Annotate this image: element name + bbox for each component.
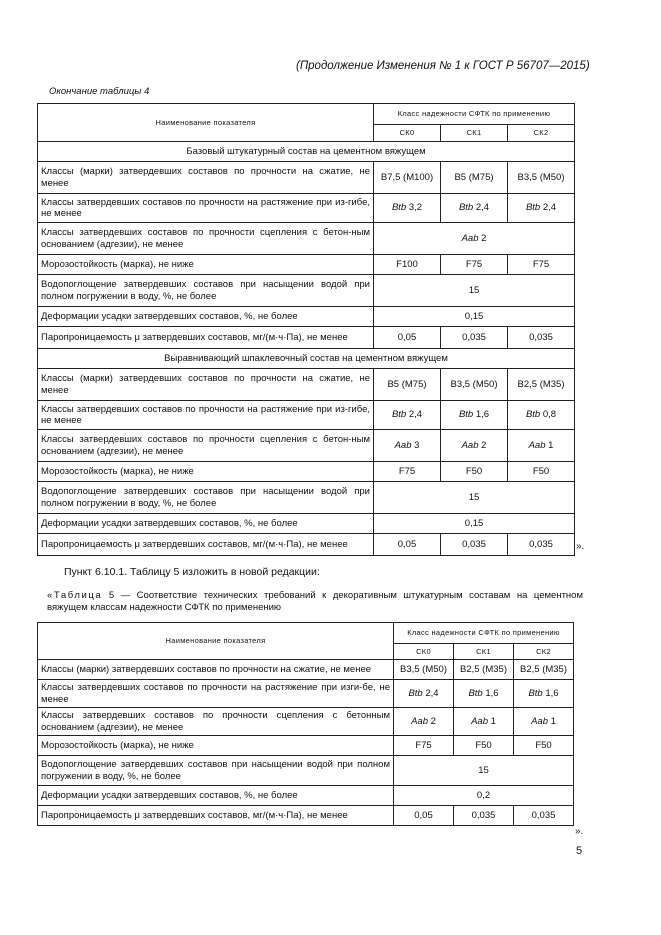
table-row [38,806,574,826]
row-value: Вtb 2,4 [508,194,575,223]
row-value: Вtb 3,2 [374,194,441,223]
row-name: Водопоглощение затвердевших составов при насыщении водой при полном погружении в воду, %, не более [38,482,374,514]
row-value: F50 [441,462,508,482]
table5-caption-prefix: «Таблица [47,590,103,601]
table-row [38,430,575,462]
row-value: В5 (М75) [374,369,441,401]
row-name: Классы затвердевших составов по прочности сцепления с бетон-ным основанием (адгезии), не менее [38,223,374,255]
table-row [38,369,575,401]
column-header-name: Наименование показателя [38,104,374,142]
table-4 [37,103,575,556]
table-row [38,223,575,255]
row-value-merged: 15 [394,756,574,786]
row-name: Водопоглощение затвердевших составов при насыщении водой при полном погружении в воду, %, не более [38,756,394,786]
row-name: Классы затвердевших составов по прочности сцепления с бетонным основанием (адгезии), не менее [38,708,394,736]
table-row [38,756,574,786]
page-number: 5 [576,845,583,857]
row-value-merged: Аab 2 [374,223,575,255]
row-value: Аab 2 [394,708,454,736]
row-value: Аab 1 [514,708,574,736]
row-name: Классы затвердевших составов по прочности на растяжение при изги-бе, не менее [38,680,394,708]
row-value-merged: 0,2 [394,786,574,806]
section-row [38,142,575,162]
column-header-class: СК1 [441,125,508,142]
row-name: Паропроницаемость μ затвердевших составов, мг/(м·ч·Па), не менее [38,327,374,349]
row-value: 0,035 [508,327,575,349]
table5-closing: ». [575,826,584,837]
row-name: Морозостойкость (марка), не ниже [38,736,394,756]
paragraph-amendment: Пункт 6.10.1. Таблицу 5 изложить в новой редакции: [64,566,320,578]
table4-closing: ». [576,541,585,552]
row-value: F100 [374,255,441,275]
row-name: Классы затвердевших составов по прочности на растяжение при из-гибе, не менее [38,194,374,223]
table-row [38,482,575,514]
row-value: 0,035 [441,534,508,556]
row-value: В5 (М75) [441,162,508,194]
table-row [38,162,575,194]
row-value: В7,5 (М100) [374,162,441,194]
row-value: Вtb 1,6 [454,680,514,708]
section-title: Базовый штукатурный состав на цементном вяжущем [38,142,575,162]
row-value-merged: 15 [374,275,575,307]
table-row [38,680,574,708]
row-name: Классы затвердевших составов по прочности сцепления с бетон-ным основанием (адгезии), не менее [38,430,374,462]
row-value: Вtb 2,4 [394,680,454,708]
row-value: Вtb 0,8 [508,401,575,430]
row-name: Классы (марки) затвердевших составов по прочности на сжатие, не менее [38,369,374,401]
row-value: F75 [374,462,441,482]
row-value: В2,5 (М35) [454,660,514,680]
table-row [38,307,575,327]
table-row [38,401,575,430]
row-value: Вtb 1,6 [514,680,574,708]
row-name: Морозостойкость (марка), не ниже [38,255,374,275]
row-value: 0,05 [374,327,441,349]
row-value: F75 [441,255,508,275]
row-name: Паропроницаемость μ затвердевших составов, мг/(м·ч·Па), не менее [38,534,374,556]
row-name: Водопоглощение затвердевших составов при насыщении водой при полном погружении в воду, %, не более [38,275,374,307]
column-header-class: СК0 [394,644,454,660]
table5-caption [47,590,583,614]
row-value: F50 [508,462,575,482]
row-value: 0,035 [441,327,508,349]
row-value: F50 [454,736,514,756]
table4-caption: Окончание таблицы 4 [49,86,150,97]
row-value: Вtb 1,6 [441,401,508,430]
column-header-class: СК0 [374,125,441,142]
table-row [38,255,575,275]
table-row [38,275,575,307]
section-title: Выравнивающий шпаклевочный состав на цементном вяжущем [38,349,575,369]
row-name: Деформации усадки затвердевших составов, %, не более [38,786,394,806]
row-name: Классы затвердевших составов по прочности на растяжение при из-гибе, не менее [38,401,374,430]
column-header-class: СК2 [514,644,574,660]
row-value: Вtb 2,4 [374,401,441,430]
row-value: В2,5 (М35) [508,369,575,401]
section-row [38,349,575,369]
column-header-class: СК2 [508,125,575,142]
row-value: Аab 3 [374,430,441,462]
table-row [38,327,575,349]
row-value: Вtb 2,4 [441,194,508,223]
row-value: 0,05 [394,806,454,826]
row-name: Деформации усадки затвердевших составов, %, не более [38,514,374,534]
row-value: F75 [394,736,454,756]
row-name: Паропроницаемость μ затвердевших составов, мг/(м·ч·Па), не менее [38,806,394,826]
row-name: Классы (марки) затвердевших составов по прочности на сжатие, не менее [38,162,374,194]
table-row [38,534,575,556]
column-header-name: Наименование показателя [38,623,394,660]
row-value-merged: 0,15 [374,514,575,534]
column-header-group: Класс надежности СФТК по применению [374,104,575,125]
table-row [38,786,574,806]
table-5 [37,622,574,826]
row-value: Аab 1 [508,430,575,462]
table-row [38,736,574,756]
row-name: Морозостойкость (марка), не ниже [38,462,374,482]
row-name: Деформации усадки затвердевших составов, %, не более [38,307,374,327]
row-value: 0,035 [454,806,514,826]
row-value-merged: 15 [374,482,575,514]
row-value: 0,035 [508,534,575,556]
row-value: 0,035 [514,806,574,826]
row-value: Аab 2 [441,430,508,462]
table-row [38,462,575,482]
row-value: В2,5 (М35) [514,660,574,680]
row-value: Аab 1 [454,708,514,736]
row-value: В3,5 (М50) [508,162,575,194]
document-header: (Продолжение Изменения № 1 к ГОСТ Р 56707—2015) [296,60,590,72]
table-row [38,660,574,680]
table-row [38,708,574,736]
row-value: 0,05 [374,534,441,556]
row-name: Классы (марки) затвердевших составов по прочности на сжатие, не менее [38,660,394,680]
row-value: В3,5 (М50) [394,660,454,680]
row-value-merged: 0,15 [374,307,575,327]
row-value: F50 [514,736,574,756]
table-row [38,514,575,534]
row-value: В3,5 (М50) [441,369,508,401]
table-row [38,194,575,223]
column-header-group: Класс надежности СФТК по применению [394,623,574,644]
table5-caption-text: 5 — Соответствие технических требований к декоративным штукатурным составам на цементном вяжущем классам надежности СФТК по применению [47,590,583,613]
column-header-class: СК1 [454,644,514,660]
row-value: F75 [508,255,575,275]
